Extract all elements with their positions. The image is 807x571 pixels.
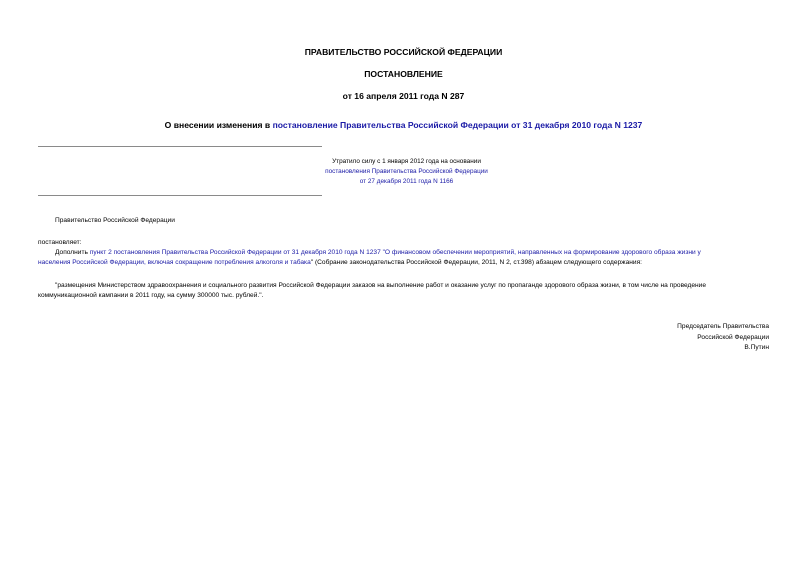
quoted-text-line1: "размещения Министерством здравоохранения и социального развития Российской Федерации заказов на выполнение работ и оказание услуг по пропаганде здорового образа жизни, в том числе на проведение bbox=[55, 282, 707, 289]
document-date-number: от 16 апреля 2011 года N 287 bbox=[342, 91, 465, 101]
signatory-name: В.Путин bbox=[744, 344, 769, 351]
amendment-paragraph-line1 bbox=[55, 248, 701, 258]
signatory-position-line2: Российской Федерации bbox=[697, 333, 769, 341]
amendment-suffix: " (Собрание законодательства Российской Федерации, 2011, N 2, ст.398) абзацем следующего содержания: bbox=[310, 259, 642, 266]
status-note bbox=[300, 157, 513, 187]
document-title-prefix: О внесении изменения в bbox=[164, 120, 273, 130]
divider-bottom bbox=[38, 195, 322, 196]
quoted-text-line2: коммуникационной кампании в 2011 году, на сумму 300000 тыс. рублей.". bbox=[38, 292, 264, 299]
decides-label: постановляет: bbox=[38, 239, 82, 246]
amended-clause-link-cont[interactable]: населения Российской Федерации, включая сокращение потребления алкоголя и табака bbox=[38, 259, 311, 266]
amended-clause-link[interactable]: пункт 2 постановления Правительства Российской Федерации от 31 декабря 2010 года N 1237 "О финансовом обеспечении мероприятий, направленных на формирование здорового образа жизни у bbox=[89, 249, 701, 256]
repealing-decree-link-line1[interactable]: постановления Правительства Российской Федерации bbox=[325, 168, 488, 175]
status-note-text: Утратило силу с 1 января 2012 года на основании bbox=[332, 158, 481, 165]
divider-top bbox=[38, 146, 322, 147]
repealing-decree-link-line2[interactable]: от 27 декабря 2011 года N 1166 bbox=[359, 178, 454, 185]
amendment-paragraph-line2 bbox=[38, 258, 642, 268]
signature-block bbox=[677, 322, 769, 354]
government-heading: ПРАВИТЕЛЬСТВО РОССИЙСКОЙ ФЕДЕРАЦИИ bbox=[304, 47, 503, 57]
document-title bbox=[0, 120, 807, 130]
amended-decree-link[interactable]: постановление Правительства Российской Федерации от 31 декабря 2010 года N 1237 bbox=[272, 120, 643, 130]
amendment-prefix: Дополнить bbox=[55, 249, 90, 256]
document-type-heading: ПОСТАНОВЛЕНИЕ bbox=[364, 69, 443, 79]
issuing-body: Правительство Российской Федерации bbox=[55, 217, 175, 224]
signatory-position-line1: Председатель Правительства bbox=[677, 323, 769, 330]
